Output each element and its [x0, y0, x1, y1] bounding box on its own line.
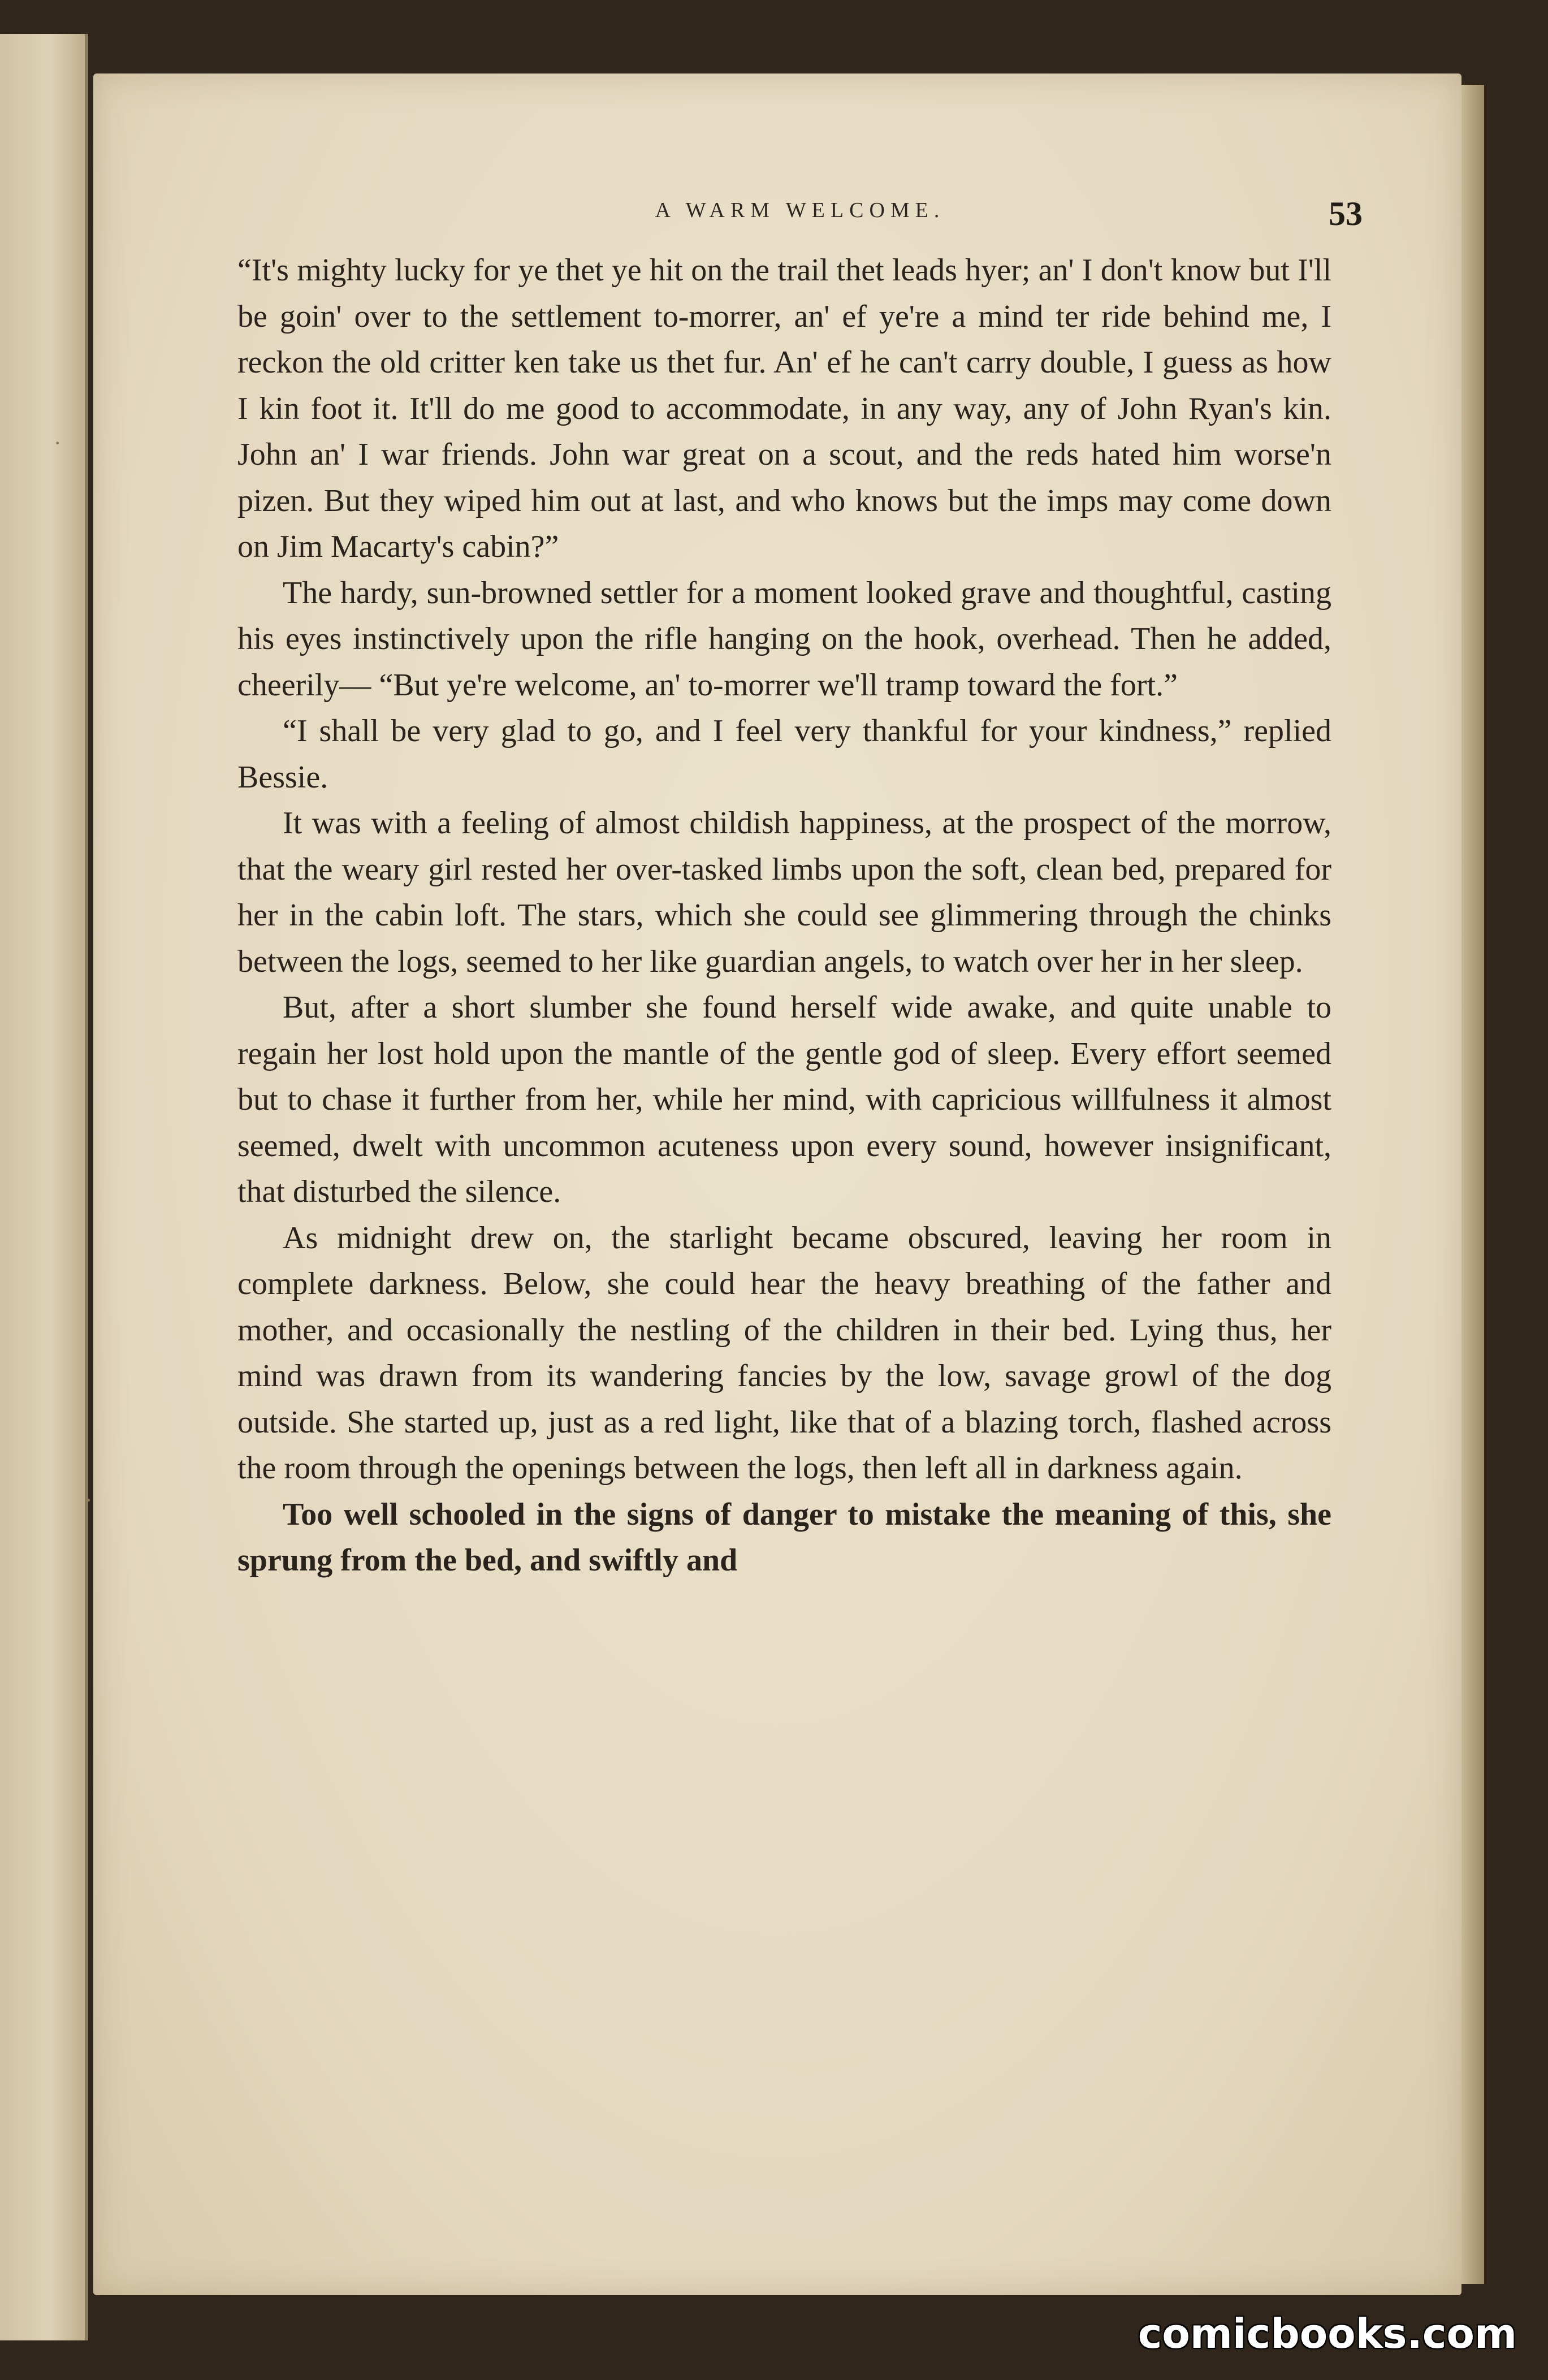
watermark-logo — [1087, 2295, 1517, 2357]
paragraph: It was with a feeling of almost childish happiness, at the prospect of the morrow, that the weary girl rested her over-tasked limbs upon the soft, clean bed, prepared for her in the cabin loft. The stars, which she could see glimmering through the chinks between the logs, seemed to her like guardian angels, to watch over her in her sleep. — [237, 806, 1331, 979]
page-stack-edge — [1461, 85, 1484, 2284]
body-text — [237, 248, 1331, 1584]
watermark-text: comicbooks.com — [1138, 2310, 1517, 2357]
paragraph: Too well schooled in the signs of danger to mistake the meaning of this, she sprung from the bed, and swiftly and — [237, 1496, 1331, 1578]
margin-smudge-mark: · — [54, 430, 62, 456]
paragraph: “I shall be very glad to go, and I feel very thankful for your kindness,” replied Bessie. — [237, 713, 1331, 795]
page-number: 53 — [1329, 195, 1363, 232]
facing-page-edge — [0, 34, 88, 2340]
paragraph: The hardy, sun-browned settler for a moment looked grave and thoughtful, casting his eyes instinctively upon the rifle hanging on the hook, overhead. Then he added, cheerily— “But ye're welcome, an' to-morrer we'll tramp toward the fort.” — [237, 575, 1331, 703]
paragraph: But, after a short slumber she found herself wide awake, and quite unable to regain her lost hold upon the mantle of the gentle god of sleep. Every effort seemed but to chase it further from her, while her mind, with capricious willfulness it almost seemed, dwelt with uncommon acuteness upon every sound, however insignificant, that disturbed the silence. — [237, 990, 1331, 1209]
margin-smudge-mark: · — [85, 1487, 93, 1513]
paragraph: As midnight drew on, the starlight became obscured, leaving her room in complete darkness. Below, she could hear the heavy breathing of the father and mother, and occasionally the nestling of the children in their bed. Lying thus, her mind was drawn from its wandering fancies by the low, savage growl of the dog outside. She started up, just as a red light, like that of a blazing torch, flashed across the room through the openings between the logs, then left all in darkness again. — [237, 1220, 1331, 1486]
paragraph: “It's mighty lucky for ye thet ye hit on the trail thet leads hyer; an' I don't know but I'll be goin' over to the settlement to-morrer, an' ef ye're a mind ter ride behind me, I reckon the old critter ken take us thet fur. An' ef he can't carry double, I guess as how I kin foot it. It'll do me good to accommodate, in any way, any of John Ryan's kin. John an' I war friends. John war great on a scout, and the reds hated him worse'n pizen. But they wiped him out at last, and who knows but the imps may come down on Jim Macarty's cabin?” — [237, 253, 1331, 564]
running-head — [237, 195, 1363, 249]
running-head-title: A WARM WELCOME. — [655, 198, 945, 222]
